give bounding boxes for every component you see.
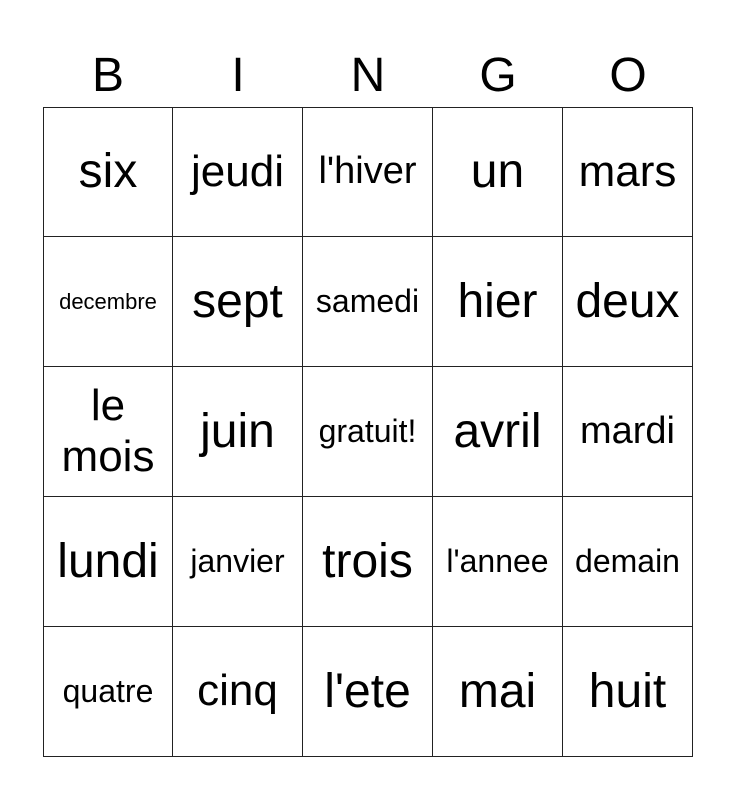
bingo-cell — [173, 627, 303, 757]
cell-text: jeudi — [191, 146, 284, 196]
cell-text: avril — [453, 404, 542, 458]
header-letter-b: B — [91, 49, 124, 102]
cell-text: un — [470, 145, 525, 199]
bingo-cell — [563, 497, 693, 627]
bingo-cell — [563, 627, 693, 757]
cell-text: hier — [457, 274, 538, 328]
bingo-cell — [303, 237, 433, 367]
bingo-cell — [303, 497, 433, 627]
cell-text: sept — [192, 274, 283, 328]
cell-text: samedi — [315, 283, 420, 320]
bingo-cell — [43, 237, 173, 367]
bingo-cell — [433, 367, 563, 497]
bingo-cell — [433, 627, 563, 757]
cell-text: huit — [588, 664, 667, 718]
header-letter-n: N — [350, 49, 386, 102]
bingo-cell — [303, 627, 433, 757]
bingo-cell — [433, 237, 563, 367]
cell-text: trois — [322, 534, 413, 588]
bingo-cell — [43, 107, 173, 237]
cell-text: mai — [458, 664, 537, 718]
cell-text: l'ete — [324, 664, 411, 718]
bingo-cell — [303, 367, 433, 497]
cell-text: juin — [200, 404, 275, 458]
bingo-cell — [563, 107, 693, 237]
bingo-cell — [563, 367, 693, 497]
bingo-cell — [303, 107, 433, 237]
bingo-cell — [433, 497, 563, 627]
bingo-cell — [563, 237, 693, 367]
bingo-cell — [43, 627, 173, 757]
bingo-board — [43, 107, 693, 757]
cell-text: mardi — [579, 409, 676, 452]
bingo-cell — [43, 367, 173, 497]
bingo-cell — [173, 237, 303, 367]
header-letter-g: G — [479, 49, 517, 102]
bingo-cell — [173, 367, 303, 497]
bingo-cell — [173, 107, 303, 237]
cell-text: cinq — [197, 666, 278, 716]
cell-text: demain — [575, 543, 680, 580]
cell-text: l'hiver — [318, 150, 417, 193]
cell-text: mars — [578, 146, 677, 196]
cell-text: six — [78, 145, 138, 199]
cell-text: gratuit! — [318, 413, 417, 450]
cell-text: quatre — [62, 673, 154, 710]
cell-text: janvier — [190, 543, 285, 580]
bingo-header — [43, 44, 693, 108]
header-letter-o: O — [609, 49, 647, 102]
cell-text: decembre — [59, 288, 157, 314]
cell-text: le mois — [61, 380, 155, 481]
bingo-cell — [173, 497, 303, 627]
cell-text: deux — [575, 274, 680, 328]
bingo-cell — [43, 497, 173, 627]
cell-text: l'annee — [446, 543, 549, 580]
header-letter-i: I — [231, 49, 245, 102]
bingo-cell — [433, 107, 563, 237]
cell-text: lundi — [57, 534, 159, 588]
